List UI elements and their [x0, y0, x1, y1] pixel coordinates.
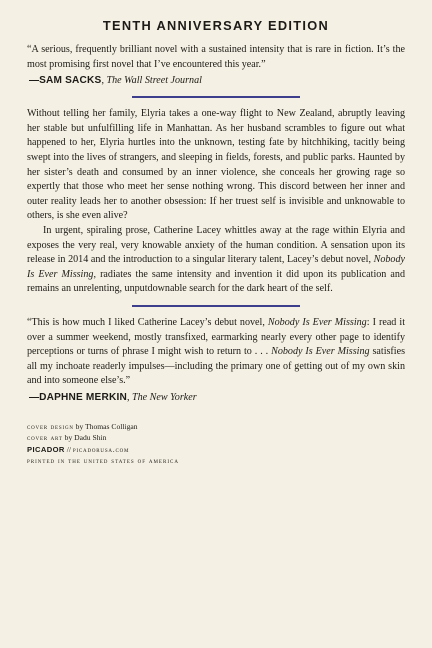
publisher-url: picadorusa.com	[72, 444, 130, 454]
cover-design-credit	[27, 421, 405, 432]
quote-sacks-attribution	[29, 73, 405, 88]
edition-title: TENTH ANNIVERSARY EDITION	[102, 18, 330, 33]
attribution-name: DAPHNE MERKIN	[39, 391, 127, 403]
quote-sacks	[27, 43, 405, 88]
cover-design-label: cover design	[27, 421, 74, 431]
credits	[27, 421, 405, 467]
cover-design-value: by Thomas Colligan	[73, 421, 138, 431]
attribution-name: SAM SACKS	[39, 75, 102, 87]
divider-rule	[132, 96, 300, 98]
publisher-line	[27, 444, 405, 455]
printed-in-line: printed in the united states of america	[27, 456, 179, 466]
attribution-separator: ,	[126, 391, 132, 403]
book-title: Nobody Is Ever Missing	[271, 346, 370, 358]
quote-sacks-text: “A serious, frequently brilliant novel with a sustained intensity that is rare in fiction. It’s the most promising first novel that I’ve encountered this year.”	[27, 44, 405, 70]
attribution-dash: —	[29, 75, 40, 87]
blurb-paragraph-1: Without telling her family, Elyria takes a one-way flight to New Zealand, abruptly leaving her stable but unfulfilling life in Manhattan. As her husband scrambles to figure out what happened to her, Elyria hurtles into the unknown, testing fate by hitchhiking, tacitly being swept into the lives of strangers, and sleeping in fields, forests, and public parks. Haunted by her sister’s death and consumed by an inner violence, she conceals her growing rage so expertly that those who meet her sense nothing wrong. This discord between her inner and outer reality leads her to another obsession: If her truest self is invisible and unknowable to others, is she even alive?	[27, 108, 405, 222]
attribution-separator: ,	[101, 75, 107, 87]
publisher-name: PICADOR	[27, 444, 65, 454]
blurb-paragraph-2-part-2: , radiates the same intensity and invention it did upon its publication and remains an unrelenting, unputdownable search for the dark heart of the self.	[27, 268, 406, 295]
cover-art-credit	[27, 432, 405, 443]
quote-merkin-part-3: satisfies all my inchoate readerly impulses—including the primary one of getting out of my own skin and into someone else’s.”	[27, 346, 405, 387]
blurb-paragraph-2	[27, 224, 405, 297]
quote-merkin-part-2: : I read it over a summer weekend, mostly transfixed, earmarking nearly every other page to identify perceptions or turns of phrase I might wish to return to . . .	[27, 316, 405, 358]
divider-rule	[132, 305, 300, 307]
quote-merkin-text	[27, 316, 405, 389]
cover-art-value: by Dadu Shin	[62, 433, 107, 443]
quote-merkin-part-1: “This is how much I liked Catherine Lacey’s debut novel,	[27, 316, 268, 328]
book-title: Nobody Is Ever Missing	[27, 254, 405, 280]
attribution-publication: The Wall Street Journal	[106, 75, 202, 87]
quote-merkin	[27, 316, 405, 405]
book-title: Nobody Is Ever Missing	[267, 316, 367, 328]
attribution-dash: —	[29, 391, 40, 403]
attribution-publication: The New Yorker	[131, 391, 197, 403]
quote-merkin-attribution	[29, 390, 405, 405]
cover-art-label: cover art	[27, 433, 63, 443]
blurb	[27, 107, 405, 297]
blurb-paragraph-2-part-1: In urgent, spiraling prose, Catherine Lacey whittles away at the rage within Elyria and exposes the very real, very knowable anxiety of the human condition. A sensation upon its release in 2014 and the introduction to a singular literary talent, Lacey’s debut novel,	[27, 224, 405, 266]
publisher-separator: //	[64, 444, 73, 454]
